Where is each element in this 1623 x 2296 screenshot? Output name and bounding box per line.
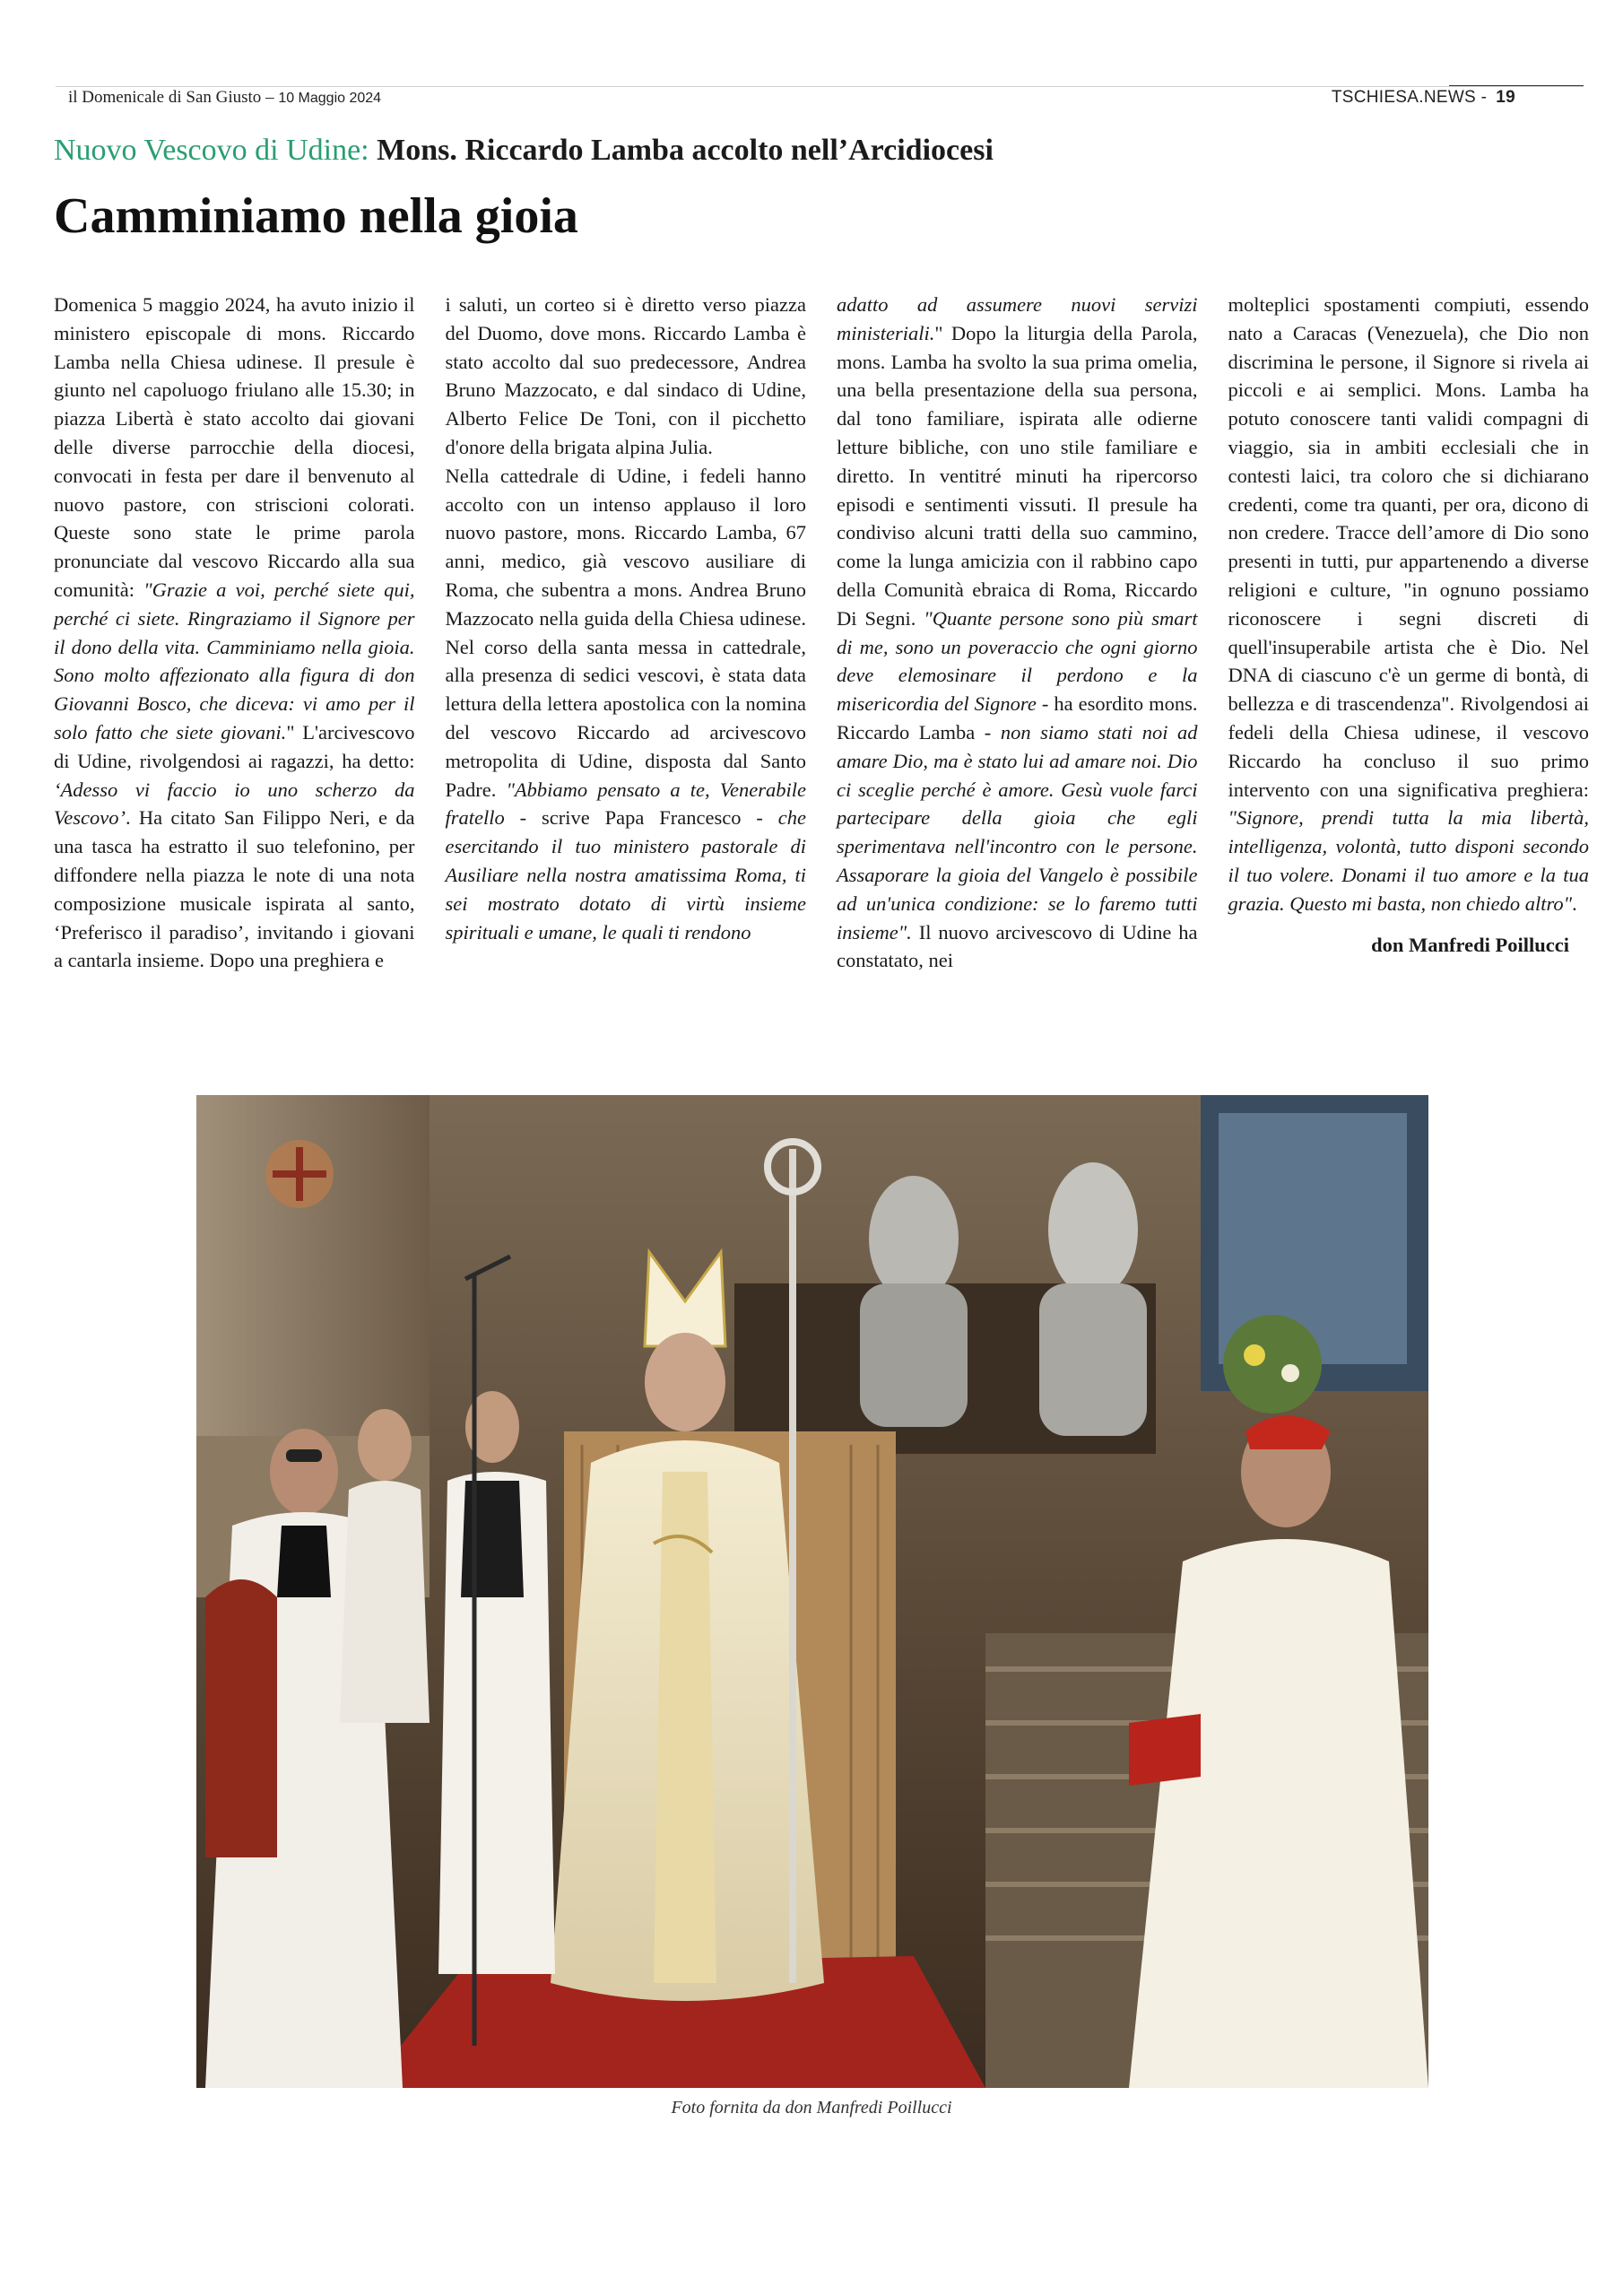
text-run: - ha esordito mons. Riccardo Lamba - [837,692,1198,744]
text-run: . [1572,891,1577,915]
quote: "Signore, prendi tutta la mia libertà, intelligenza, volontà, tutto disponi secondo il tuo volere. Donami il tuo amore e la tua grazia. Questo mi basta, non chiedo altro" [1228,806,1589,915]
article-column-2 [446,291,807,975]
article-photo [196,1095,1428,2088]
paragraph [446,462,807,947]
quote: non siamo stati noi ad amare Dio, ma è stato lui ad amare noi. Dio ci sceglie perché è amore. Gesù vuole farci partecipare della gioia che egli sperimentava nell'incontro con le persone. Assaporare la gioia del Vangelo è possibile ad un'unica condizione: se lo faremo tutti insieme". [837,720,1198,944]
article-column-1 [54,291,415,975]
paragraph [446,291,807,462]
paragraph [1228,291,1590,918]
quote: "Grazie a voi, perché siete qui, perché ci siete. Ringraziamo il Signore per il dono della vita. Camminiamo nella gioia. Sono molto affezionato alla figura di don Giovanni Bosco, che diceva: vi amo per il solo fatto che siete giovani. [54,578,415,744]
text-run: " Dopo la liturgia della Parola, mons. Lamba ha svolto la sua prima omelia, una bella presentazione della sua persona, dal tono familiare, ispirata alle odierne letture bibliche, con uno stile familiare e diretto. In ventitré minuti ha ripercorso episodi e sentimenti vissuti. Il presule ha condiviso alcuni tratti della suo cammino, come la lunga amicizia con il rabbino capo della Comunità ebraica di Roma, Riccardo Di Segni. [837,321,1198,630]
quote: "Quante persone sono più smart di me, sono un poveraccio che ogni giorno deve elemosinare il perdono e la misericordia del Signore [837,606,1198,716]
photo-caption: Foto fornita da don Manfredi Poillucci [671,2098,952,2118]
article-column-4 [1228,291,1590,975]
text-run: Nella cattedrale di Udine, i fedeli hanno accolto con un intenso applauso il loro nuovo pastore, mons. Riccardo Lamba, 67 anni, medico, già vescovo ausiliare di Roma, che subentra a mons. Andrea Bruno Mazzocato nella guida della Chiesa udinese. Nel corso della santa messa in cattedrale, alla presenza di sedici vescovi, è stata data lettura della lettera apostolica con la nomina del vescovo Riccardo ad arcivescovo metropolita di Udine, disposta dal Santo Padre. [445,464,806,801]
text-run: i saluti, un corteo si è diretto verso piazza del Duomo, dove mons. Riccardo Lamba è stato accolto dal suo predecessore, Andrea Bruno Mazzocato, e dal sindaco di Udine, Alberto Felice De Toni, con il picchetto d'onore della brigata alpina Julia. [445,293,806,458]
running-header-right [1332,87,1515,109]
text-run: Domenica 5 maggio 2024, ha avuto inizio il ministero episcopale di mons. Riccardo Lamba nella Chiesa udinese. Il presule è giunto nel capoluogo friulano alle 15.30; in piazza Libertà è stato accolto dai giovani delle diverse parrocchie della diocesi, convocati in festa per dare il benvenuto al nuovo pastore, con striscioni colorati. Queste sono state le prime parola pronunciate dal vescovo Riccardo alla sua comunità: [54,293,415,601]
text-run: - scrive Papa Francesco - [504,806,778,830]
article-column-3 [837,291,1198,975]
author-byline: don Manfredi Poillucci [1371,933,1569,956]
issue-date: 10 Maggio 2024 [278,91,382,106]
site-name: TSCHIESA.NEWS [1331,88,1477,107]
kicker-headline: Mons. Riccardo Lamba accolto nell’Arcidiocesi [377,134,994,167]
text-run: " L'arcivescovo di Udine, rivolgendosi ai ragazzi, ha detto: [54,720,415,772]
running-header-left [68,87,381,109]
text-run: molteplici spostamenti compiuti, essendo nato a Caracas (Venezuela), che Dio non discrimina le persone, il Signore si rivela ai piccoli e ai semplici. Mons. Lamba ha potuto conoscere tanti validi compagni di viaggio, sia in ambiti ecclesiali che in contesti laici, tra coloro che si dichiarano credenti, come tra quanti, per ora, dicono di non credere. Tracce dell’amore di Dio sono presenti in tutti, pur appartenendo a diverse religioni e culture, "in ognuno possiamo riconoscere i segni discreti di quell'insuperabile artista che è Dio. Nel DNA di ciascuno c'è un germe di bontà, di bellezza e di trascendenza". Rivolgendosi ai fedeli della Chiesa udinese, il vescovo Riccardo ha concluso il suo primo intervento con una significativa preghiera: [1228,293,1589,801]
quote: ‘Adesso vi faccio io uno scherzo da Vescovo’ [54,778,415,830]
paragraph [54,291,415,975]
photo-illustration [196,1095,1428,2088]
paragraph [837,291,1198,975]
kicker [54,130,994,171]
text-run: Il nuovo arcivescovo di Udine ha constatato, nei [837,920,1198,972]
kicker-section: Nuovo Vescovo di Udine: [54,134,369,167]
quote: "Abbiamo pensato a te, Venerabile fratello [445,778,806,830]
page-number: 19 [1496,88,1515,107]
article-title: Camminiamo nella gioia [54,188,578,244]
quote: che esercitando il tuo ministero pastorale di Ausiliare nella nostra amatissima Roma, ti sei mostrato dotato di virtù insieme spirituali e umane, le quali ti rendono [445,806,806,944]
text-run: . Ha citato San Filippo Neri, e da una tasca ha estratto il suo telefonino, per diffondere nella piazza le note di una nota composizione musicale ispirata al santo, ‘Preferisco il paradiso’, invitando i giovani a cantarla insieme. Dopo una preghiera e [54,806,415,972]
article-body [54,291,1589,975]
quote: adatto ad assumere nuovi servizi ministeriali. [837,293,1198,344]
publication-name: il Domenicale di San Giusto [68,88,262,107]
header-dash: – [265,88,274,107]
page-separator: - [1480,88,1488,107]
